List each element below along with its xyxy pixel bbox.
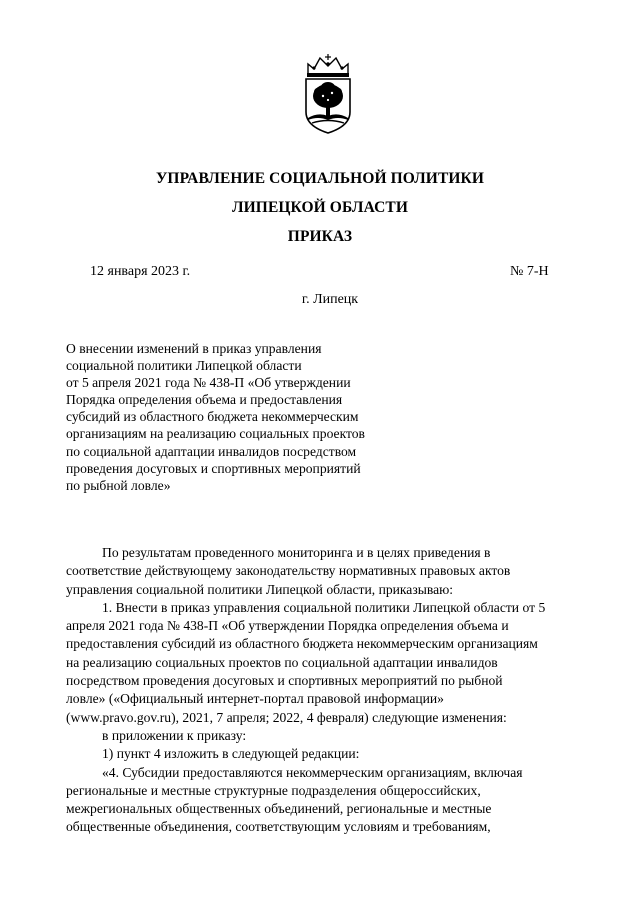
subject-line: по рыбной ловле» <box>66 477 171 493</box>
body-line: на реализацию социальных проектов по социальной адаптации инвалидов <box>66 654 498 670</box>
body-line: ловле» («Официальный интернет-портал правовой информации» <box>66 691 444 707</box>
org-name-line-2: ЛИПЕЦКОЙ ОБЛАСТИ <box>232 199 408 216</box>
body-line: посредством проведения досуговых и спортивных мероприятий по рыбной <box>66 673 503 689</box>
subject-line: социальной политики Липецкой области <box>66 358 302 374</box>
body-line: соответствие действующему законодательству нормативных правовых актов <box>66 563 511 579</box>
document-body <box>66 544 596 837</box>
body-line: 1) пункт 4 изложить в следующей редакции: <box>102 746 360 762</box>
body-line: предоставления субсидий из областного бюджета некоммерческим организациям <box>66 636 538 652</box>
document-city: г. Липецк <box>301 292 359 307</box>
document-number: № 7-Н <box>510 264 549 279</box>
document-date: 12 января 2023 г. <box>90 264 191 279</box>
body-line: 1. Внести в приказ управления социальной политики Липецкой области от 5 <box>102 599 546 615</box>
subject-line: субсидий из областного бюджета некоммерческим <box>66 409 359 425</box>
body-line: региональные и местные структурные подразделения общероссийских, <box>66 782 481 798</box>
body-line: общественные объединения, соответствующим условиям и требованиям, <box>66 819 491 835</box>
body-line: (www.pravo.gov.ru), 2021, 7 апреля; 2022, 4 февраля) следующие изменения: <box>66 709 507 725</box>
body-line: межрегиональных общественных объединений, региональные и местные <box>66 801 492 817</box>
subject-line: проведения досуговых и спортивных мероприятий <box>66 460 361 476</box>
document-type: ПРИКАЗ <box>287 228 353 245</box>
subject-line: Порядка определения объема и предоставления <box>66 392 343 408</box>
document-subject <box>66 340 416 494</box>
body-line: По результатам проведенного мониторинга и в целях приведения в <box>102 545 491 560</box>
subject-line: организациям на реализацию социальных проектов <box>66 426 365 442</box>
org-name-line-1: УПРАВЛЕНИЕ СОЦИАЛЬНОЙ ПОЛИТИКИ <box>155 170 485 187</box>
subject-line: по социальной адаптации инвалидов посредством <box>66 443 357 459</box>
body-line: управления социальной политики Липецкой области, приказываю: <box>66 581 454 597</box>
body-line: апреля 2021 года № 438-П «Об утверждении Порядка определения объема и <box>66 618 509 634</box>
body-line: в приложении к приказу: <box>102 727 247 743</box>
lipetsk-coat-of-arms-icon <box>298 52 358 136</box>
body-line: «4. Субсидии предоставляются некоммерческим организациям, включая <box>102 764 523 780</box>
subject-line: О внесении изменений в приказ управления <box>66 341 322 356</box>
subject-line: от 5 апреля 2021 года № 438-П «Об утверждении <box>66 375 351 391</box>
